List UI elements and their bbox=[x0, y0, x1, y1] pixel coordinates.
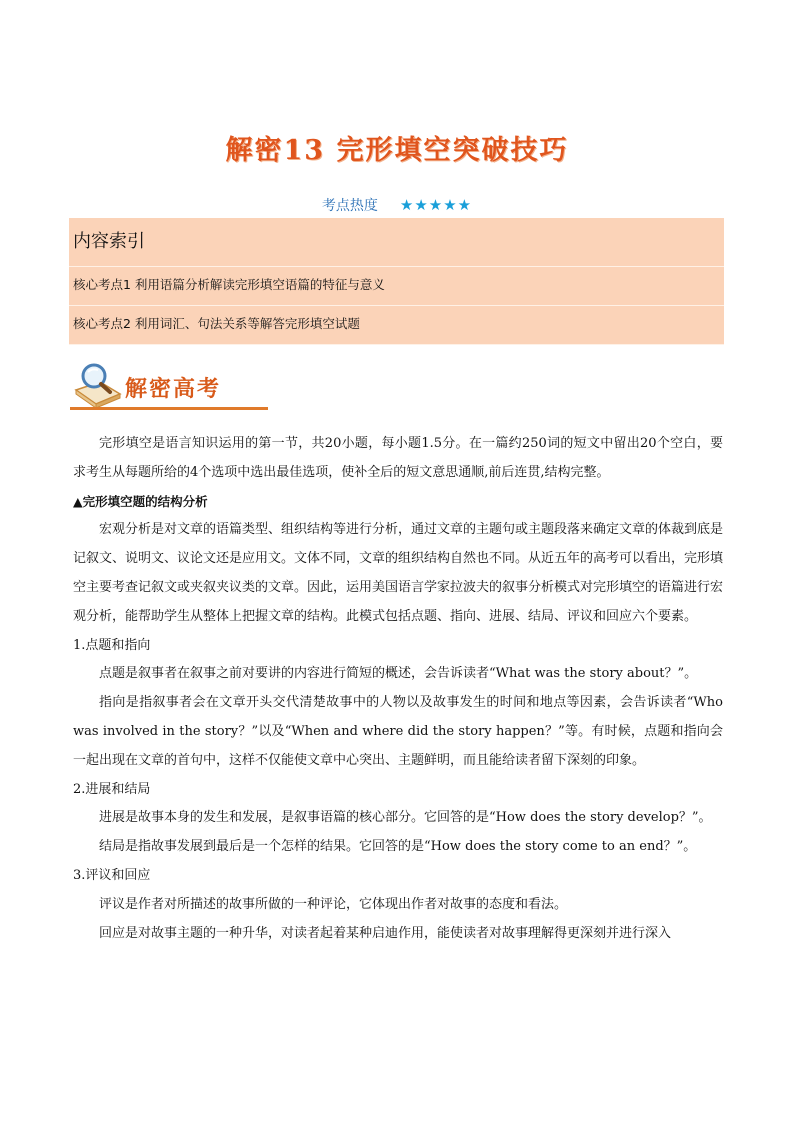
paragraph: 完形填空是语言知识运用的第一节，共20小题，每小题1.5分。在一篇约250词的短文中留出20个空白，要求考生从每题所给的4个选项中选出最佳选项，使补全后的短文意思通顺,前后连贯,结构完整。 bbox=[73, 436, 723, 480]
paragraph: 宏观分析是对文章的语篇类型、组织结构等进行分析，通过文章的主题句或主题段落来确定文章的体裁到底是记叙文、说明文、议论文还是应用文。文体不同，文章的组织结构自然也不同。从近五年的高考可以看出，完形填空主要考查记叙文或夹叙夹议类的文章。因此，运用美国语言学家拉波夫的叙事分析模式对完形填空的语篇进行宏观分析，能帮助学生从整体上把握文章的结构。此模式包括点题、指向、进展、结局、评议和回应六个要素。 bbox=[73, 522, 724, 624]
index-heading: 内容索引 bbox=[69, 218, 724, 267]
subsection-heading: 2.进展和结局 bbox=[73, 781, 151, 797]
page-title: 解密13 完形填空突破技巧 bbox=[225, 135, 569, 166]
paragraph: 回应是对故事主题的一种升华，对读者起着某种启迪作用，能使读者对故事理解得更深刻并进行深入 bbox=[99, 925, 672, 941]
paragraph: 结局是指故事发展到最后是一个怎样的结果。它回答的是“How does the story come to an end？”。 bbox=[99, 839, 697, 855]
paragraph: 进展是故事本身的发生和发展，是叙事语篇的核心部分。它回答的是“How does the story develop？”。 bbox=[99, 810, 712, 826]
article-body bbox=[73, 430, 723, 948]
content-index bbox=[69, 218, 724, 344]
heat-label: 考点热度 bbox=[321, 198, 378, 214]
banner-label: 解密高考 bbox=[125, 376, 222, 402]
heat-rating bbox=[0, 195, 794, 215]
star-rating-icon: ★★★★★ bbox=[399, 196, 473, 214]
index-item-1: 核心考点1 利用语篇分析解读完形填空语篇的特征与意义 bbox=[69, 267, 724, 306]
paragraph: 评议是作者对所描述的故事所做的一种评论，它体现出作者对故事的态度和看法。 bbox=[99, 896, 568, 912]
magnifier-book-icon bbox=[70, 360, 126, 408]
paragraph: 指向是指叙事者会在文章开头交代清楚故事中的人物以及故事发生的时间和地点等因素，会告诉读者“Who was involved in the story？”以及“When and where did the story happen？”等。有时候，点题和指向会一起出现在文章的首句中，这样不仅能使文章中心突出、主题鲜明，而且能给读者留下深刻的印象。 bbox=[73, 695, 723, 768]
paragraph: 点题是叙事者在叙事之前对要讲的内容进行简短的概述，会告诉读者“What was the story about？”。 bbox=[99, 666, 698, 682]
index-item-2: 核心考点2 利用词汇、句法关系等解答完形填空试题 bbox=[69, 306, 724, 345]
section-banner bbox=[70, 360, 270, 412]
subsection-heading: 1.点题和指向 bbox=[73, 637, 151, 653]
section-heading: ▲完形填空题的结构分析 bbox=[73, 493, 208, 509]
banner-underline bbox=[70, 407, 268, 410]
subsection-heading: 3.评议和回应 bbox=[73, 867, 151, 883]
